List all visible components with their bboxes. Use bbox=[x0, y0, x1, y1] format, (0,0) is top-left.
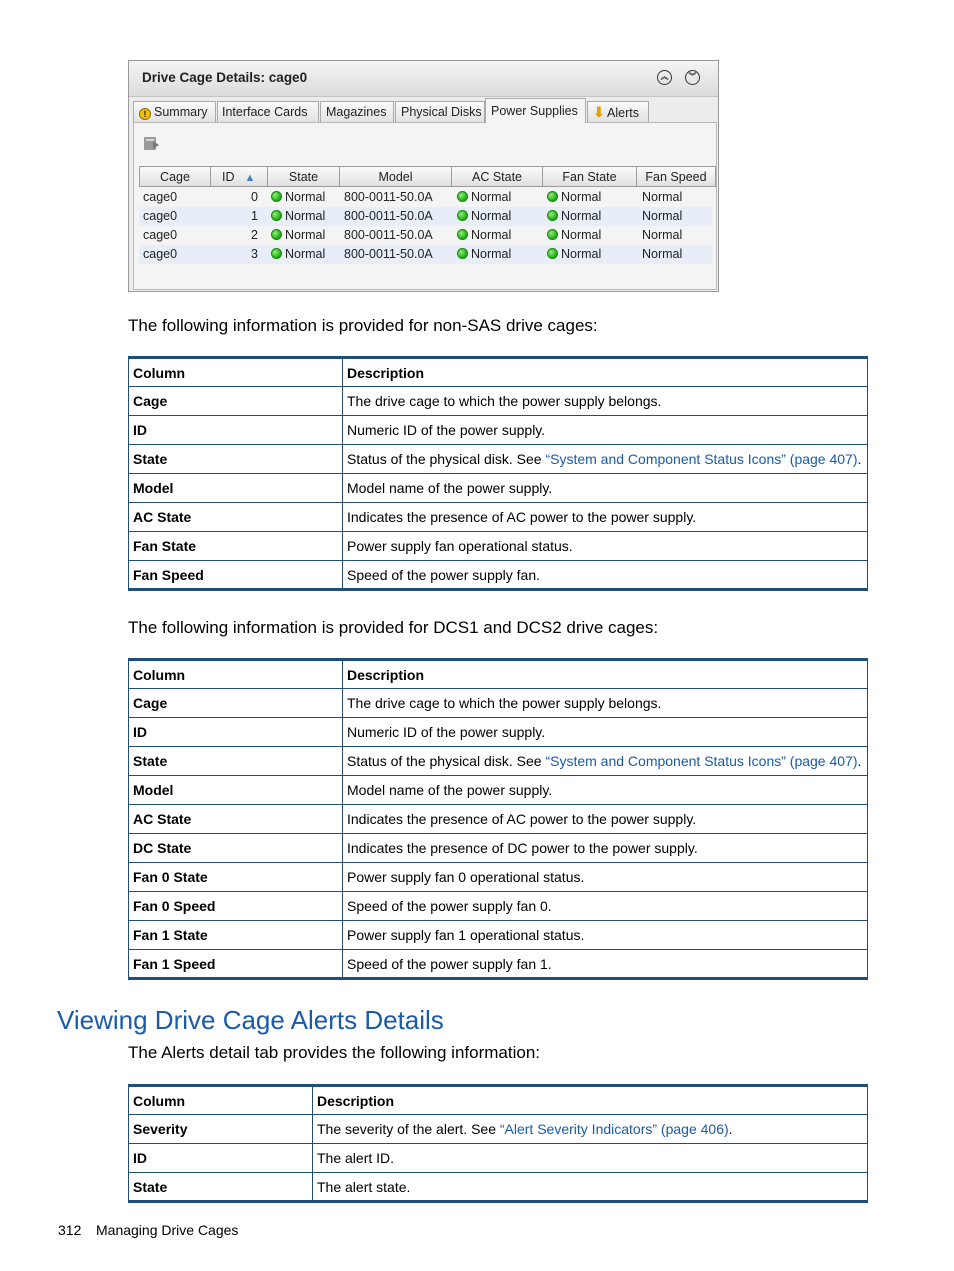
cell-cage: cage0 bbox=[143, 190, 178, 204]
cell-ac-state-text: Normal bbox=[471, 247, 512, 261]
status-ok-icon bbox=[271, 248, 282, 259]
cell-ac-state bbox=[457, 207, 511, 226]
tab-magazines[interactable] bbox=[320, 101, 394, 122]
status-icons-link[interactable]: “System and Component Status Icons” (page 407) bbox=[545, 451, 858, 467]
column-description: Speed of the power supply fan. bbox=[343, 561, 868, 590]
header-description: Description bbox=[313, 1086, 868, 1115]
description-text: Status of the physical disk. See bbox=[347, 451, 546, 467]
column-name: ID bbox=[129, 1144, 313, 1173]
cell-fan-state bbox=[547, 245, 601, 264]
status-ok-icon bbox=[457, 191, 468, 202]
col-header-id-label: ID bbox=[222, 170, 235, 184]
cell-cage: cage0 bbox=[143, 228, 178, 242]
header-column: Column bbox=[129, 660, 343, 689]
column-description: Numeric ID of the power supply. bbox=[343, 718, 868, 747]
cell-id: 0 bbox=[251, 190, 258, 204]
description-end: . bbox=[728, 1121, 733, 1137]
table-row bbox=[129, 834, 868, 863]
cell-fan-state bbox=[547, 207, 601, 226]
cell-state bbox=[271, 207, 325, 226]
column-name: Fan 0 Speed bbox=[129, 892, 343, 921]
cell-fan-speed: Normal bbox=[642, 247, 683, 261]
table-row[interactable] bbox=[139, 245, 712, 264]
tab-physical-disks[interactable] bbox=[395, 101, 485, 122]
column-description: Speed of the power supply fan 0. bbox=[343, 892, 868, 921]
column-description: Indicates the presence of AC power to the power supply. bbox=[343, 503, 868, 532]
header-description: Description bbox=[343, 358, 868, 387]
table-row bbox=[129, 863, 868, 892]
cell-fan-state-text: Normal bbox=[561, 190, 602, 204]
column-name: Fan 0 State bbox=[129, 863, 343, 892]
cell-id: 3 bbox=[251, 247, 258, 261]
cell-ac-state bbox=[457, 188, 511, 207]
cell-ac-state bbox=[457, 245, 511, 264]
cell-fan-speed: Normal bbox=[642, 228, 683, 242]
cell-fan-state bbox=[547, 188, 601, 207]
cell-state bbox=[271, 188, 325, 207]
panel-header bbox=[129, 61, 718, 97]
cell-state-text: Normal bbox=[285, 247, 326, 261]
column-name: Fan 1 Speed bbox=[129, 950, 343, 979]
intro-non-sas: The following information is provided for non-SAS drive cages: bbox=[128, 316, 598, 335]
section-heading: Viewing Drive Cage Alerts Details bbox=[57, 1005, 444, 1035]
intro-dcs: The following information is provided for DCS1 and DCS2 drive cages: bbox=[128, 618, 659, 637]
table-header-row bbox=[129, 660, 868, 689]
table-row[interactable] bbox=[139, 207, 712, 226]
cell-ac-state-text: Normal bbox=[471, 190, 512, 204]
column-description: Model name of the power supply. bbox=[343, 776, 868, 805]
description-end: . bbox=[857, 753, 862, 769]
column-description: Indicates the presence of AC power to the power supply. bbox=[343, 805, 868, 834]
status-ok-icon bbox=[547, 248, 558, 259]
table-row bbox=[129, 776, 868, 805]
cell-ac-state bbox=[457, 226, 511, 245]
cell-state bbox=[271, 245, 325, 264]
cell-cage: cage0 bbox=[143, 247, 178, 261]
column-name: AC State bbox=[129, 805, 343, 834]
table-row bbox=[129, 805, 868, 834]
cell-fan-state bbox=[547, 226, 601, 245]
sort-ascending-icon: ▲ bbox=[244, 172, 256, 184]
table-row bbox=[129, 950, 868, 979]
column-name: State bbox=[129, 445, 343, 474]
column-name: State bbox=[129, 1173, 313, 1202]
table-row bbox=[129, 1144, 868, 1173]
grid-header bbox=[139, 166, 712, 187]
table-row bbox=[129, 1115, 868, 1144]
cell-ac-state-text: Normal bbox=[471, 228, 512, 242]
header-column: Column bbox=[129, 358, 343, 387]
status-ok-icon bbox=[457, 248, 468, 259]
status-ok-icon bbox=[271, 191, 282, 202]
expand-down-icon[interactable]: ︾ bbox=[685, 70, 700, 85]
column-description bbox=[343, 747, 868, 776]
col-header-id[interactable] bbox=[210, 166, 268, 187]
column-description: Indicates the presence of DC power to the power supply. bbox=[343, 834, 868, 863]
column-description: Numeric ID of the power supply. bbox=[343, 416, 868, 445]
status-ok-icon bbox=[547, 191, 558, 202]
col-header-ac-state[interactable]: AC State bbox=[451, 166, 543, 187]
column-description: Power supply fan 0 operational status. bbox=[343, 863, 868, 892]
table-row bbox=[129, 561, 868, 590]
cell-model: 800-0011-50.0A bbox=[344, 247, 433, 261]
cell-model: 800-0011-50.0A bbox=[344, 190, 433, 204]
tab-label: Power Supplies bbox=[491, 104, 578, 118]
header-column: Column bbox=[129, 1086, 313, 1115]
col-header-fan-state[interactable]: Fan State bbox=[542, 166, 637, 187]
table-row[interactable] bbox=[139, 188, 712, 207]
table-row bbox=[129, 892, 868, 921]
column-description: Model name of the power supply. bbox=[343, 474, 868, 503]
cell-state-text: Normal bbox=[285, 190, 326, 204]
column-name: ID bbox=[129, 416, 343, 445]
column-description: Power supply fan operational status. bbox=[343, 532, 868, 561]
non-sas-columns-table bbox=[128, 356, 868, 591]
column-name: Fan 1 State bbox=[129, 921, 343, 950]
description-text: The severity of the alert. See bbox=[317, 1121, 500, 1137]
status-ok-icon bbox=[271, 229, 282, 240]
cell-model: 800-0011-50.0A bbox=[344, 209, 433, 223]
column-name: DC State bbox=[129, 834, 343, 863]
table-header-row bbox=[129, 1086, 868, 1115]
intro-alerts: The Alerts detail tab provides the following information: bbox=[128, 1043, 541, 1062]
tab-interface-cards[interactable] bbox=[217, 101, 319, 122]
cell-fan-state-text: Normal bbox=[561, 228, 602, 242]
column-name: Severity bbox=[129, 1115, 313, 1144]
column-description: The drive cage to which the power supply belongs. bbox=[343, 387, 868, 416]
chapter-title: Managing Drive Cages bbox=[96, 1222, 239, 1238]
table-row bbox=[129, 1173, 868, 1202]
status-ok-icon bbox=[547, 229, 558, 240]
status-icons-link[interactable]: “System and Component Status Icons” (page 407) bbox=[545, 753, 858, 769]
table-row bbox=[129, 921, 868, 950]
tab-label: Physical Disks bbox=[401, 105, 482, 119]
column-name: Model bbox=[129, 776, 343, 805]
table-row bbox=[129, 689, 868, 718]
tab-summary[interactable] bbox=[133, 101, 216, 122]
cell-fan-state-text: Normal bbox=[561, 247, 602, 261]
table-row bbox=[129, 474, 868, 503]
column-name: Fan State bbox=[129, 532, 343, 561]
description-text: Status of the physical disk. See bbox=[347, 753, 546, 769]
tab-label: Magazines bbox=[326, 105, 387, 119]
col-header-fan-speed[interactable]: Fan Speed bbox=[636, 166, 716, 187]
cell-fan-state-text: Normal bbox=[561, 209, 602, 223]
cell-cage: cage0 bbox=[143, 209, 178, 223]
status-ok-icon bbox=[457, 210, 468, 221]
col-header-cage[interactable]: Cage bbox=[139, 166, 211, 187]
page-number: 312 bbox=[58, 1222, 82, 1238]
column-name: Model bbox=[129, 474, 343, 503]
cell-fan-speed: Normal bbox=[642, 190, 683, 204]
drive-cage-details-panel bbox=[128, 60, 719, 292]
table-row bbox=[129, 445, 868, 474]
table-row bbox=[129, 416, 868, 445]
table-row bbox=[129, 747, 868, 776]
cell-fan-speed: Normal bbox=[642, 209, 683, 223]
cell-id: 2 bbox=[251, 228, 258, 242]
alert-severity-link[interactable]: “Alert Severity Indicators” (page 406) bbox=[499, 1121, 729, 1137]
column-name: Cage bbox=[129, 387, 343, 416]
table-row bbox=[129, 718, 868, 747]
status-ok-icon bbox=[271, 210, 282, 221]
description-end: . bbox=[857, 451, 862, 467]
cell-ac-state-text: Normal bbox=[471, 209, 512, 223]
tab-label: Summary bbox=[154, 105, 208, 119]
cell-id: 1 bbox=[251, 209, 258, 223]
table-header-row bbox=[129, 358, 868, 387]
status-ok-icon bbox=[547, 210, 558, 221]
alert-arrow-icon: ⬇ bbox=[593, 104, 605, 120]
collapse-up-icon[interactable]: ︽ bbox=[657, 70, 672, 85]
cell-state-text: Normal bbox=[285, 228, 326, 242]
tab-content bbox=[133, 122, 717, 290]
table-row bbox=[129, 503, 868, 532]
column-description: The alert ID. bbox=[313, 1144, 868, 1173]
status-ok-icon bbox=[457, 229, 468, 240]
column-name: ID bbox=[129, 718, 343, 747]
export-icon[interactable] bbox=[143, 135, 160, 152]
column-description bbox=[313, 1115, 868, 1144]
col-header-state[interactable]: State bbox=[267, 166, 340, 187]
warning-icon: ! bbox=[139, 108, 151, 120]
tab-alerts[interactable] bbox=[587, 101, 649, 122]
column-name: State bbox=[129, 747, 343, 776]
column-name: Cage bbox=[129, 689, 343, 718]
column-description: The alert state. bbox=[313, 1173, 868, 1202]
tab-label: Alerts bbox=[607, 106, 639, 120]
cell-state bbox=[271, 226, 325, 245]
column-name: AC State bbox=[129, 503, 343, 532]
column-name: Fan Speed bbox=[129, 561, 343, 590]
column-description: Power supply fan 1 operational status. bbox=[343, 921, 868, 950]
tab-label: Interface Cards bbox=[222, 105, 308, 119]
alerts-columns-table bbox=[128, 1084, 868, 1203]
panel-title: Drive Cage Details: cage0 bbox=[142, 70, 308, 85]
column-description bbox=[343, 445, 868, 474]
table-row bbox=[129, 387, 868, 416]
col-header-model[interactable]: Model bbox=[339, 166, 452, 187]
table-row bbox=[129, 532, 868, 561]
cell-model: 800-0011-50.0A bbox=[344, 228, 433, 242]
dcs-columns-table bbox=[128, 658, 868, 980]
cell-state-text: Normal bbox=[285, 209, 326, 223]
tab-power-supplies[interactable] bbox=[485, 98, 586, 123]
column-description: Speed of the power supply fan 1. bbox=[343, 950, 868, 979]
header-description: Description bbox=[343, 660, 868, 689]
column-description: The drive cage to which the power supply belongs. bbox=[343, 689, 868, 718]
table-row[interactable] bbox=[139, 226, 712, 245]
